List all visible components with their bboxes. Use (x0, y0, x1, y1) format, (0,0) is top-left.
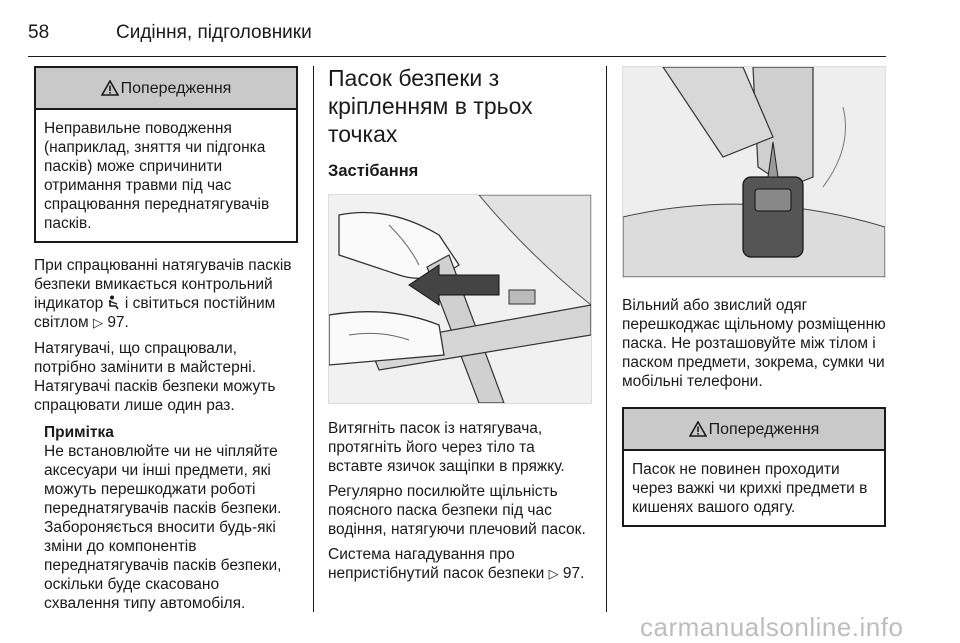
seatbelt-pretensioner-indicator-icon (108, 295, 121, 312)
page-reference-arrow-icon: ▷ (93, 316, 103, 331)
column-divider-2 (606, 66, 607, 612)
reminder-paragraph (328, 545, 590, 584)
header-rule (28, 56, 886, 57)
warning-title: Попередження (120, 79, 232, 97)
warning-triangle-icon (689, 421, 707, 437)
page-reference[interactable]: 97. (107, 314, 129, 331)
warning-body: Неправильне поводження (наприклад, зняття чи підгонка пасків) може спричинити отримання травми під час спрацювання переднатягувачів пасків. (44, 120, 270, 232)
subsection-heading: Застібання (328, 162, 419, 180)
section-heading: Пасок безпеки з кріпленням в трьох точках (328, 65, 533, 147)
note-block (34, 423, 298, 613)
illustration-buckle-closeup (622, 66, 886, 278)
pretensioner-indicator-paragraph (34, 256, 298, 333)
note-heading: Примітка (44, 424, 114, 441)
watermark: carmanualsonline.info (640, 612, 904, 642)
paragraph-text-2: і світиться постійним світлом (34, 295, 276, 331)
warning-title: Попередження (708, 420, 820, 438)
page-reference-arrow-icon: ▷ (548, 567, 559, 582)
note-body: Не встановлюйте чи не чіпляйте аксесуари чи інші предмети, які можуть перешкоджати роботі переднатягувачів пасків безпеки. Забороняється вносити будь-які зміни до компонентів переднатягувачів пасків безпеки, оскільки буде скасовано схвалення типу автомобіля. (44, 443, 282, 612)
column-divider-1 (313, 66, 314, 612)
clothing-paragraph: Вільний або звислий одяг перешкоджає щільному розміщенню паска. Не розташовуйте між тілом і паском предмети, зокрема, сумки чи мобільні телефони. (622, 297, 886, 390)
warning-box-pockets (622, 407, 886, 527)
warning-body: Пасок не повинен проходити через важкі чи крихкі предмети в кишенях вашого одягу. (632, 461, 868, 516)
warning-box-pretensioner (34, 66, 298, 243)
page-number: 58 (28, 22, 50, 43)
pretensioner-replacement-paragraph: Натягувачі, що спрацювали, потрібно замінити в майстерні. Натягувачі пасків безпеки можуть спрацювати лише один раз. (34, 340, 276, 414)
paragraph-text: При спрацюванні натягувачів пасків безпеки вмикається контрольний індикатор (34, 257, 292, 312)
tighten-belt-paragraph: Регулярно посилюйте щільність поясного паска безпеки під час водіння, натягуючи плечовий пасок. (328, 483, 586, 538)
buckle-instruction-paragraph: Витягніть пасок із натягувача, протягніть його через тіло та вставте язичок защіпки в пряжку. (328, 420, 565, 475)
warning-header (624, 409, 884, 451)
warning-triangle-icon (101, 80, 119, 96)
column-2 (328, 66, 590, 584)
page-reference[interactable]: 97. (562, 565, 585, 582)
page-header (28, 10, 886, 48)
column-3 (622, 66, 886, 527)
column-1 (34, 66, 298, 613)
section-title: Сидіння, підголовники (116, 22, 312, 43)
illustration-buckling-seatbelt (328, 194, 592, 404)
paragraph-text: Система нагадування про непристібнутий пасок безпеки (328, 546, 545, 582)
warning-header (36, 68, 296, 110)
